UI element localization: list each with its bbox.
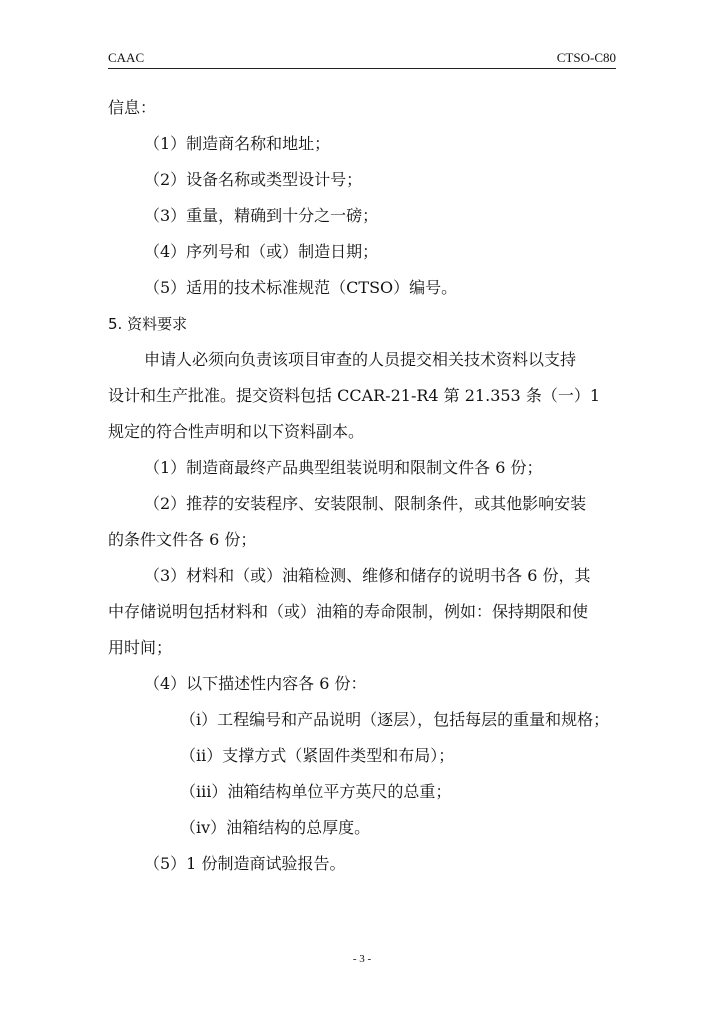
paragraph-line: 设计和生产批准。提交资料包括 CCAR-21-R4 第 21.353 条（一）1 — [108, 386, 600, 405]
document-body — [108, 90, 616, 882]
sub-list-item: （iv）油箱结构的总厚度。 — [180, 818, 371, 837]
list-item: （4）以下描述性内容各 6 份： — [144, 674, 367, 693]
list-item: （5）适用的技术标准规范（CTSO）编号。 — [144, 278, 458, 297]
section-heading: 5. 资料要求 — [108, 315, 188, 333]
list-item-continuation: 用时间； — [108, 638, 173, 657]
list-item: （1）制造商最终产品典型组装说明和限制文件各 6 份； — [144, 458, 543, 477]
header-doc-id: CTSO-C80 — [556, 50, 616, 65]
sub-list-item: （iii）油箱结构单位平方英尺的总重； — [180, 782, 452, 801]
sub-list-item: （i）工程编号和产品说明（逐层），包括每层的重量和规格； — [180, 710, 610, 729]
paragraph-line: 规定的符合性声明和以下资料副本。 — [108, 422, 365, 441]
list-item: （3）重量，精确到十分之一磅； — [144, 206, 379, 225]
sub-list-item: （ii）支撑方式（紧固件类型和布局）； — [180, 746, 455, 765]
page-header — [108, 50, 616, 68]
list-item: （2）推荐的安装程序、安装限制、限制条件，或其他影响安装 — [144, 494, 587, 513]
header-rule — [108, 68, 616, 69]
list-item-continuation: 中存储说明包括材料和（或）油箱的寿命限制，例如：保持期限和使 — [108, 602, 589, 621]
list-item: （4）序列号和（或）制造日期； — [144, 242, 379, 261]
paragraph-line: 申请人必须向负责该项目审查的人员提交相关技术资料以支持 — [144, 350, 577, 369]
list-item-continuation: 的条件文件各 6 份； — [108, 530, 257, 549]
text-line: 信息： — [108, 98, 157, 117]
header-org: CAAC — [108, 50, 145, 65]
list-item: （5）1 份制造商试验报告。 — [144, 854, 346, 873]
list-item: （2）设备名称或类型设计号； — [144, 170, 363, 189]
page-number: - 3 - — [352, 953, 372, 965]
list-item: （3）材料和（或）油箱检测、维修和储存的说明书各 6 份，其 — [144, 566, 591, 585]
list-item: （1）制造商名称和地址； — [144, 134, 331, 153]
